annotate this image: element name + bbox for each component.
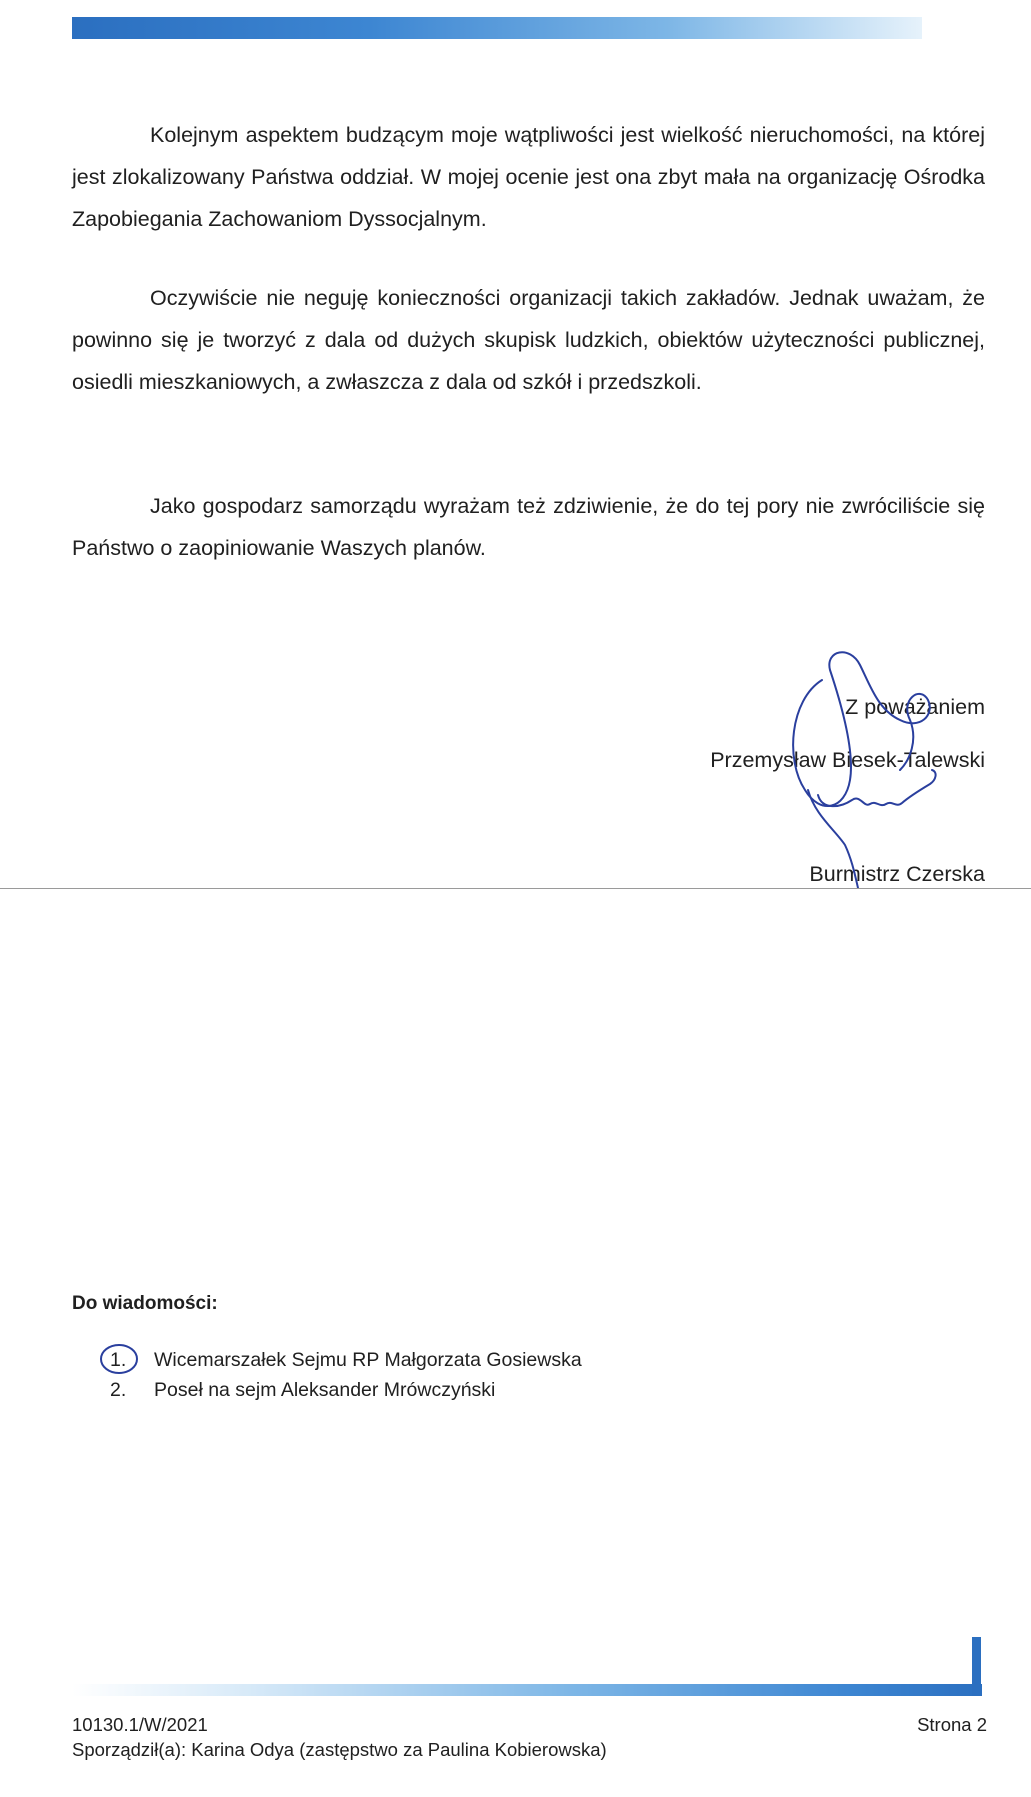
scan-fold-line bbox=[0, 888, 1031, 889]
document-reference: 10130.1/W/2021 bbox=[72, 1714, 208, 1735]
cc-item bbox=[110, 1345, 582, 1375]
prepared-by: Sporządził(a): Karina Odya (zastępstwo za Paulina Kobierowska) bbox=[72, 1739, 607, 1760]
signatory-title: Burmistrz Czerska bbox=[809, 862, 985, 886]
header-decorative-bar bbox=[72, 17, 922, 39]
cc-item-text: Poseł na sejm Aleksander Mrówczyński bbox=[154, 1379, 496, 1401]
signatory-name: Przemysław Biesek-Talewski bbox=[710, 748, 985, 772]
footer-decorative-bar bbox=[72, 1684, 982, 1696]
body-paragraph-1: Kolejnym aspektem budzącym moje wątpliwości jest wielkość nieruchomości, na której jest zlokalizowany Państwa oddział. W mojej ocenie jest ona zbyt mała na organizację Ośrodka Zapobiegania Zachowaniom Dyssocjalnym. bbox=[72, 123, 985, 231]
cc-item-number: 1. bbox=[110, 1349, 127, 1371]
footer-decorative-bar-vertical bbox=[972, 1637, 981, 1696]
cc-item-number: 2. bbox=[110, 1379, 127, 1401]
footer-left bbox=[72, 1712, 607, 1762]
body-paragraph-3: Jako gospodarz samorządu wyrażam też zdziwienie, że do tej pory nie zwróciliście się Państwo o zaopiniowanie Waszych planów. bbox=[72, 494, 985, 560]
cc-item-text: Wicemarszałek Sejmu RP Małgorzata Gosiewska bbox=[154, 1349, 582, 1371]
cc-heading: Do wiadomości: bbox=[72, 1293, 218, 1314]
signature-closing: Z poważaniem bbox=[845, 695, 985, 719]
page-number: Strona 2 bbox=[917, 1714, 987, 1735]
body-paragraph-2: Oczywiście nie neguję konieczności organizacji takich zakładów. Jednak uważam, że powinno się je tworzyć z dala od dużych skupisk ludzkich, obiektów użyteczności publicznej, osiedli mieszkaniowych, a zwłaszcza z dala od szkół i przedszkoli. bbox=[72, 286, 985, 394]
cc-list bbox=[110, 1345, 582, 1405]
handwritten-circle-icon bbox=[98, 1341, 140, 1377]
handwritten-signature-icon bbox=[760, 640, 990, 890]
cc-item bbox=[110, 1375, 582, 1405]
